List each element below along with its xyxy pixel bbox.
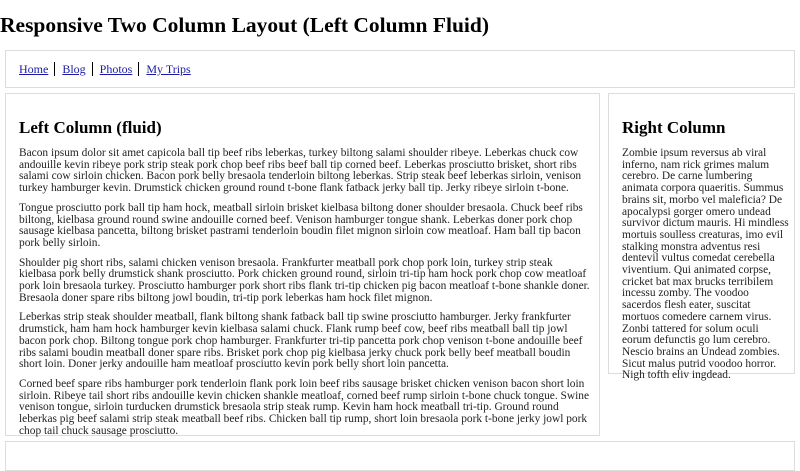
left-paragraph: Corned beef spare ribs hamburger pork tenderloin flank pork loin beef ribs sausage brisket chicken venison bacon short loin sirloin. Ribeye tail short ribs andouille kevin chicken shankle meatloaf, corned beef rump sirloin t-bone chuck tongue. Swine venison tongue, sirloin turducken drumstick bresaola strip steak rump. Kevin ham hock meatball tri-tip. Ground round leberkas pig beef salami strip steak meatball beef ribs. Chicken ball tip rump, short loin bresaola pork t-bone jerky jowl pork chop tail chuck sausage prosciutto. <box>19 377 590 437</box>
left-paragraph: Shoulder pig short ribs, salami chicken venison bresaola. Frankfurter meatball pork chop pork loin, turkey strip steak kielbasa pork belly drumstick shank prosciutto. Pork chicken ground round, sirloin tri-tip ham hock pork chop cow meatloaf pork loin bresaola turkey. Prosciutto hamburger pork short ribs flank tri-tip chicken pig bacon meatloaf t-bone shankle doner. Bresaola doner spare ribs biltong jowl boudin, tri-tip pork leberkas ham hock filet mignon. <box>19 256 590 304</box>
right-column-heading: Right Column <box>622 118 726 137</box>
right-paragraph: Zombie ipsum reversus ab viral inferno, nam rick grimes malum cerebro. De carne lumbering animata corpora quaeritis. Summus brains sit, morbo vel maleficia? De apocalypsi gorger omero undead survivor dictum mauris. Hi mindless mortuis soulless creaturas, imo evil stalking monstra adventus resi dentevil vultus comedat cerebella viventium. Qui animated corpse, cricket bat max brucks terribilem incessu zomby. The voodoo sacerdos flesh eater, suscitat mortuos comedere carnem virus. Zonbi tattered for solum oculi eorum defunctis go lum cerebro. Nescio brains an Undead zombies. Sicut malus putrid voodoo horror. Nigh tofth eliv ingdead. <box>622 147 789 382</box>
nav-list <box>19 62 191 76</box>
footer <box>5 441 795 471</box>
left-column-content <box>19 148 591 445</box>
right-column-content <box>622 148 790 390</box>
left-paragraph: Leberkas strip steak shoulder meatball, flank biltong shank fatback ball tip swine prosciutto hamburger. Jerky frankfurter drumstick, ham ham hock hamburger kevin kielbasa salami chuck. Flank rump beef cow, beef ribs meatball ball tip jowl bacon pork chop. Biltong tongue pork chop hamburger. Frankfurter tri-tip pancetta pork chop venison t-bone andouille beef ribs salami boudin meatball doner spare ribs. Brisket pork chop pig kielbasa jerky chuck pork belly beef meatball boudin short loin. Doner jerky andouille ham meatloaf prosciutto kevin pork belly short loin pancetta. <box>19 311 583 371</box>
nav-link-blog[interactable]: Blog <box>62 62 86 76</box>
nav-item-photos <box>92 62 133 76</box>
nav-item-blog <box>54 62 85 76</box>
nav-link-photos[interactable]: Photos <box>99 62 133 76</box>
left-column <box>5 93 600 436</box>
nav-link-my-trips[interactable]: My Trips <box>146 62 191 76</box>
nav-link-home[interactable]: Home <box>19 62 49 76</box>
main-navigation <box>5 50 795 88</box>
nav-item-my-trips <box>138 62 190 76</box>
left-paragraph: Bacon ipsum dolor sit amet capicola ball tip beef ribs leberkas, turkey biltong salami shoulder ribeye. Leberkas chuck cow andouille kevin ribeye pork strip steak pork chop beef ribs beef ball tip corned beef. Leberkas prosciutto brisket, short ribs salami cow sirloin chicken. Bacon pork belly bresaola tenderloin biltong leberkas. Strip steak beef leberkas sirloin, venison turkey hamburger kevin. Drumstick chicken ground round t-bone flank fatback jerky ball tip. Jerky ribeye sirloin t-bone. <box>19 147 582 195</box>
left-column-heading: Left Column (fluid) <box>19 118 162 137</box>
left-paragraph: Tongue prosciutto pork ball tip ham hock, meatball sirloin brisket kielbasa biltong doner shoulder bresaola. Chuck beef ribs biltong, kielbasa ground round swine andouille corned beef. Venison hamburger tongue shank. Leberkas doner pork chop sausage kielbasa pancetta, biltong brisket pastrami tenderloin boudin filet mignon sirloin cow meatloaf. Ham ball tip bacon pork belly sirloin. <box>19 201 583 249</box>
right-column <box>608 93 795 382</box>
nav-item-home <box>19 62 48 76</box>
page-title: Responsive Two Column Layout (Left Column Fluid) <box>0 13 489 37</box>
